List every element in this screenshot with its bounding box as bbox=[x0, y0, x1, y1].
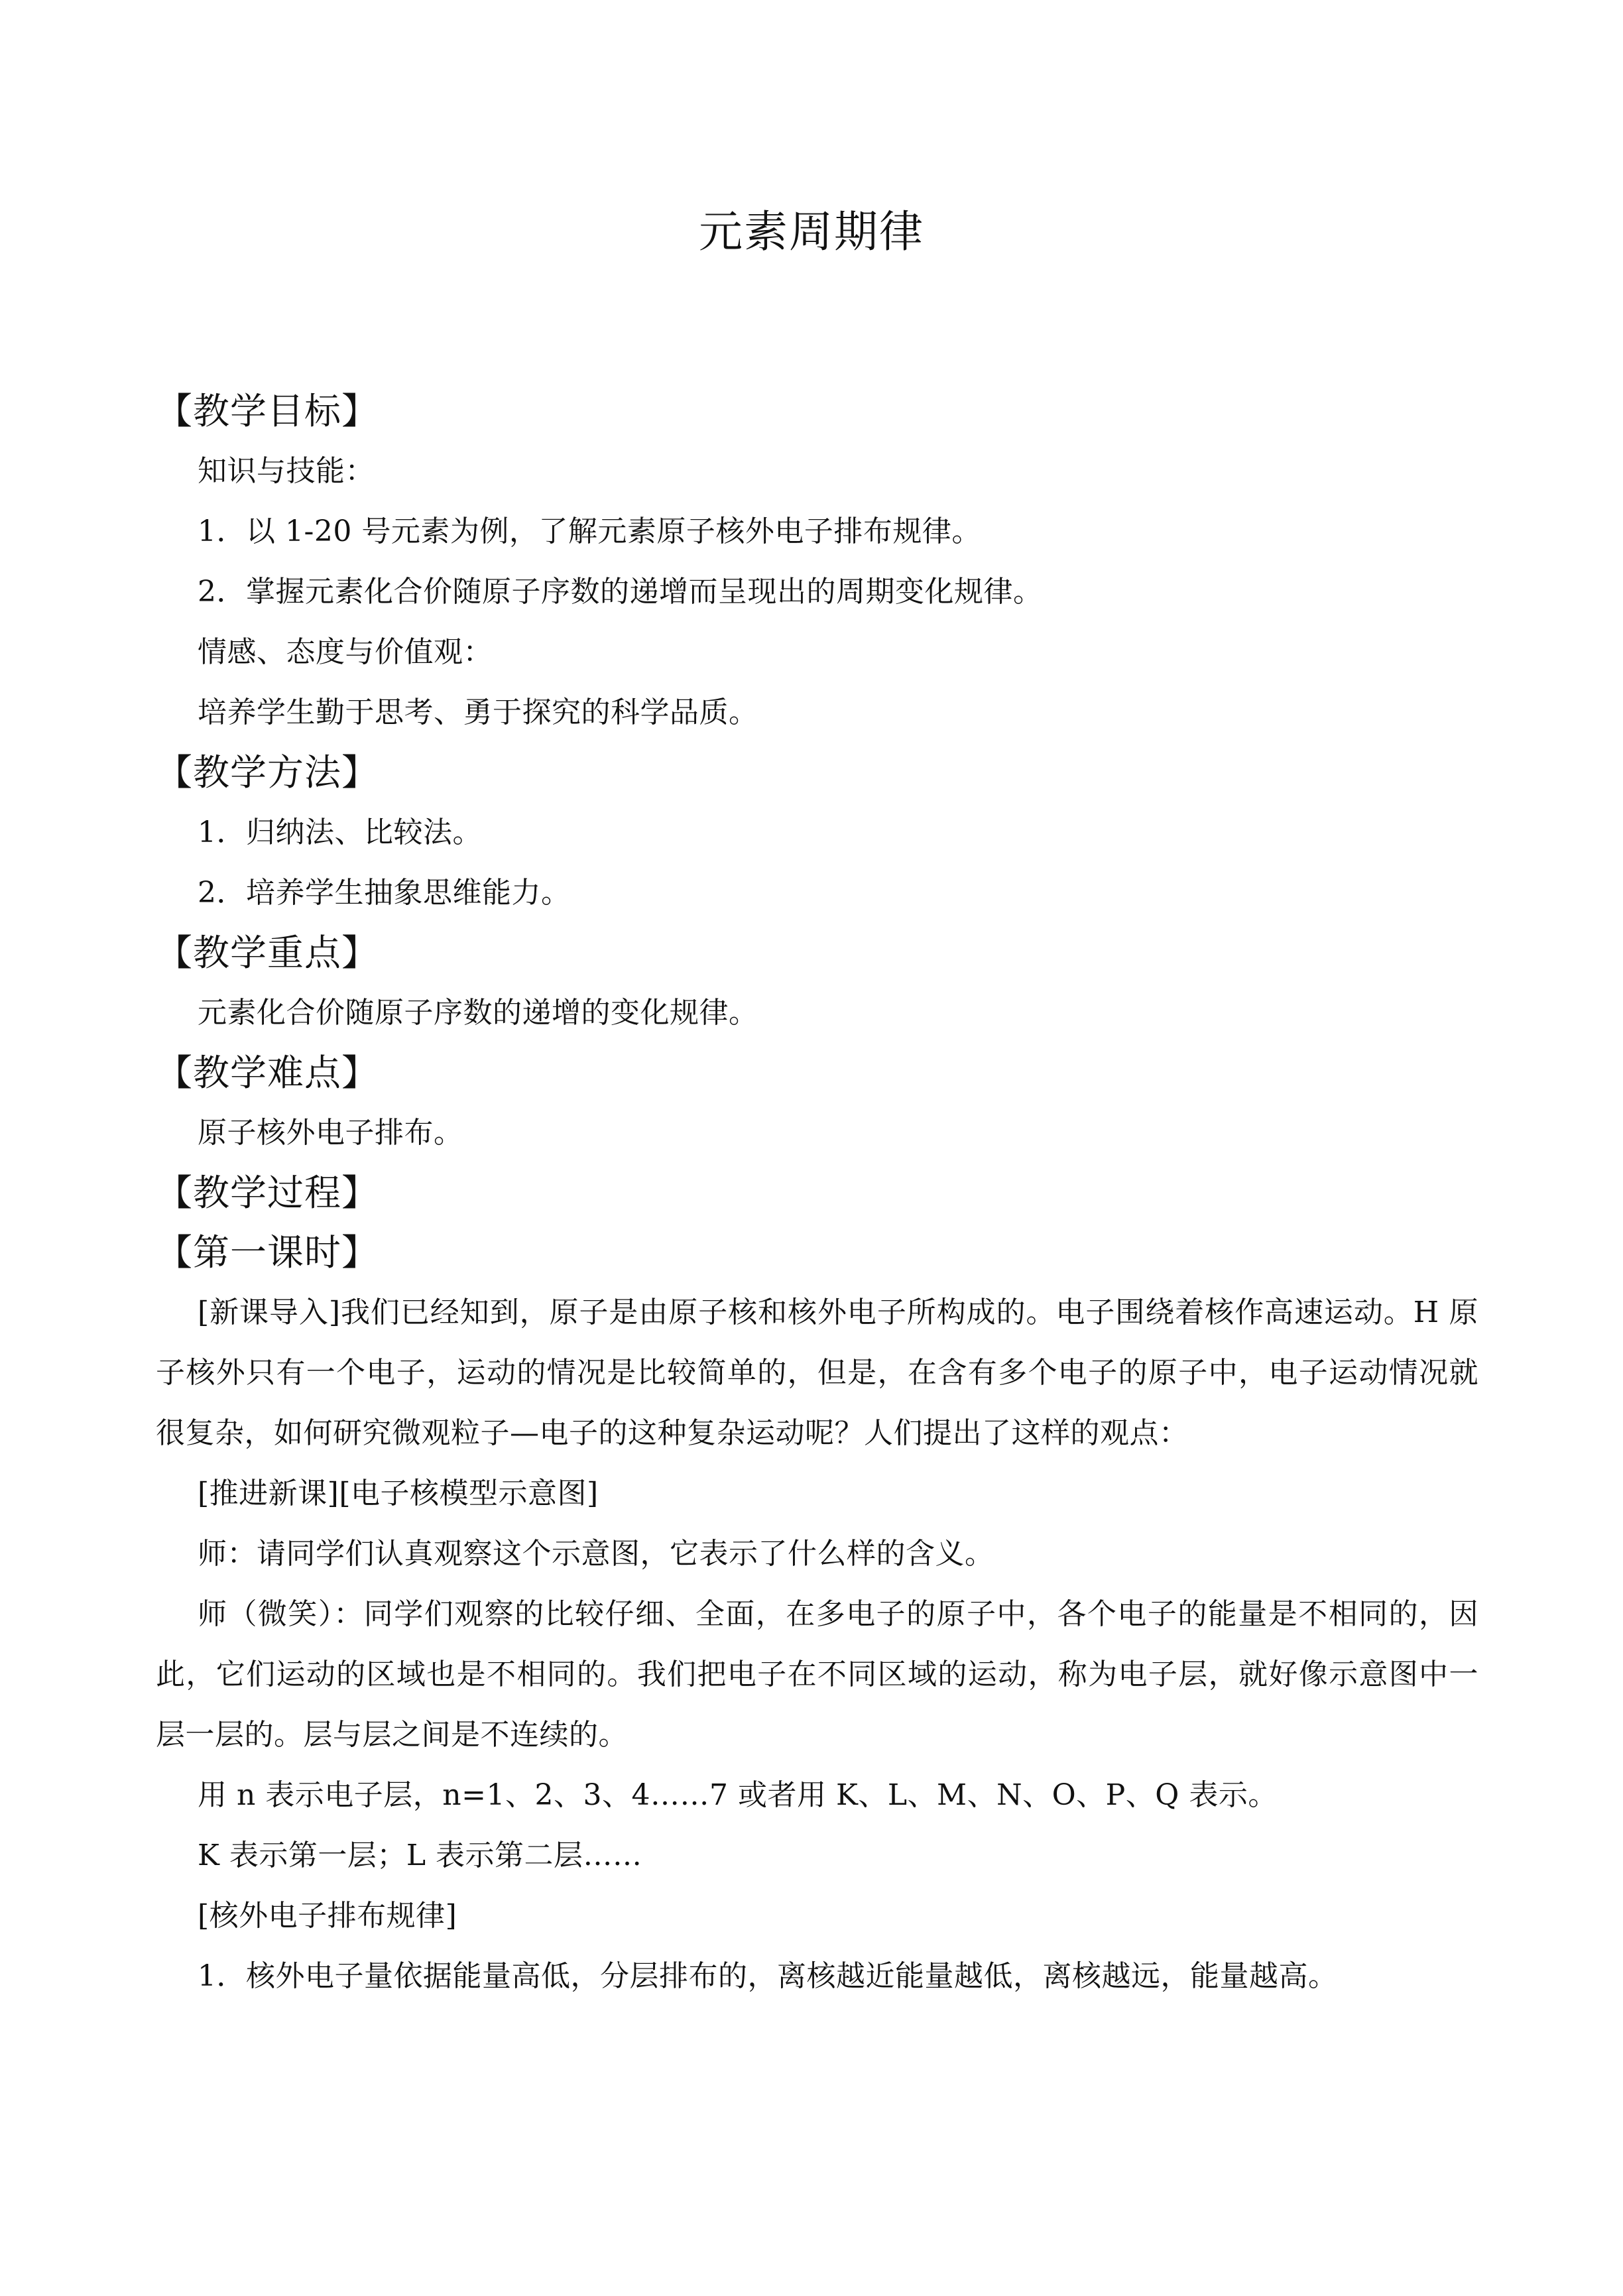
objectives-line: 2．掌握元素化合价随原子序数的递增而呈现出的周期变化规律。 bbox=[198, 575, 1043, 609]
document-title: 元素周期律 bbox=[699, 206, 924, 257]
lesson-paragraph: 师：请同学们认真观察这个示意图，它表示了什么样的含义。 bbox=[198, 1537, 994, 1571]
heading-key-points: 【教学重点】 bbox=[156, 932, 379, 974]
lesson-paragraph: [新课导入]我们已经知到，原子是由原子核和核外电子所构成的。电子围绕着核作高速运动。H 原子核外只有一个电子，运动的情况是比较简单的，但是，在含有多个电子的原子中，电子运动情况就很复杂，如何研究微观粒子—电子的这种复杂运动呢？人们提出了这样的观点： bbox=[156, 1296, 1478, 1450]
objectives-line: 培养学生勤于思考、勇于探究的科学品质。 bbox=[198, 695, 758, 729]
lesson-paragraph: 师（微笑）：同学们观察的比较仔细、全面，在多电子的原子中，各个电子的能量是不相同的，因此，它们运动的区域也是不相同的。我们把电子在不同区域的运动，称为电子层，就好像示意图中一层一层的。层与层之间是不连续的。 bbox=[156, 1597, 1478, 1752]
heading-methods: 【教学方法】 bbox=[156, 751, 379, 794]
lesson-paragraph: 1．核外电子量依据能量高低，分层排布的，离核越近能量越低，离核越远，能量越高。 bbox=[198, 1959, 1338, 1993]
lesson-paragraph: [核外电子排布规律] bbox=[198, 1899, 457, 1933]
difficulties-line: 原子核外电子排布。 bbox=[198, 1116, 463, 1150]
heading-objectives: 【教学目标】 bbox=[156, 390, 379, 432]
lesson-paragraph: 用 n 表示电子层，n=1、2、3、4……7 或者用 K、L、M、N、O、P、Q 表示。 bbox=[198, 1778, 1278, 1812]
objectives-line: 知识与技能： bbox=[198, 454, 375, 488]
lesson-paragraph: K 表示第一层；L 表示第二层…… bbox=[198, 1839, 642, 1872]
heading-first-lesson: 【第一课时】 bbox=[156, 1231, 379, 1274]
methods-line: 1．归纳法、比较法。 bbox=[198, 816, 482, 849]
key-points-line: 元素化合价随原子序数的递增的变化规律。 bbox=[198, 996, 758, 1030]
lesson-paragraph: [推进新课][电子核模型示意图] bbox=[198, 1477, 599, 1510]
objectives-line: 情感、态度与价值观： bbox=[198, 635, 493, 669]
objectives-line: 1．以 1-20 号元素为例，了解元素原子核外电子排布规律。 bbox=[198, 514, 981, 548]
document-body bbox=[156, 381, 1478, 2006]
methods-line: 2．培养学生抽象思维能力。 bbox=[198, 876, 571, 910]
heading-difficulties: 【教学难点】 bbox=[156, 1052, 379, 1094]
heading-process: 【教学过程】 bbox=[156, 1172, 379, 1214]
